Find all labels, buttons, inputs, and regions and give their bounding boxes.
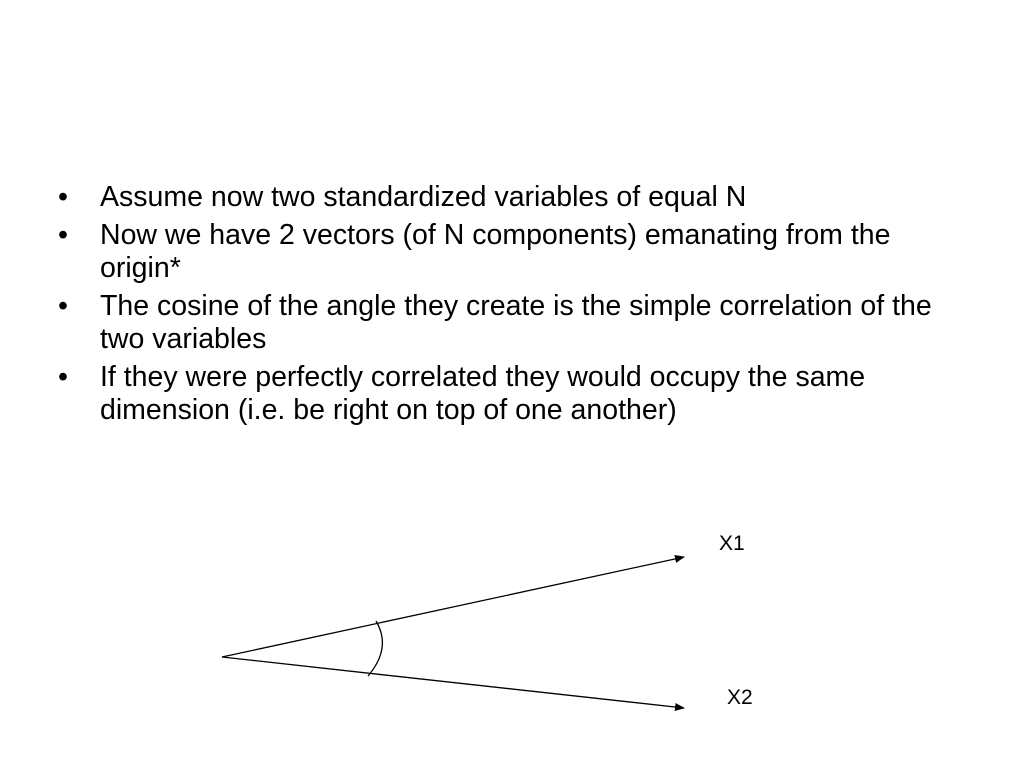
bullet-mark: • [58, 290, 68, 322]
bullet-mark: • [58, 361, 68, 393]
bullet-text: The cosine of the angle they create is the simple correlation of the two variables [100, 290, 932, 355]
bullet-mark: • [58, 181, 68, 213]
bullet-mark: • [58, 219, 68, 251]
vector-x1-label: X1 [719, 532, 745, 555]
bullet-text: Now we have 2 vectors (of N components) emanating from the origin* [100, 219, 891, 284]
vector-x2-line [222, 657, 684, 708]
vector-x2-label: X2 [727, 686, 753, 709]
angle-arc [368, 621, 382, 676]
vector-x1-line [222, 557, 684, 657]
bullet-text: If they were perfectly correlated they would occupy the same dimension (i.e. be right on top of one another) [100, 361, 866, 426]
bullet-text: Assume now two standardized variables of equal N [100, 181, 747, 213]
